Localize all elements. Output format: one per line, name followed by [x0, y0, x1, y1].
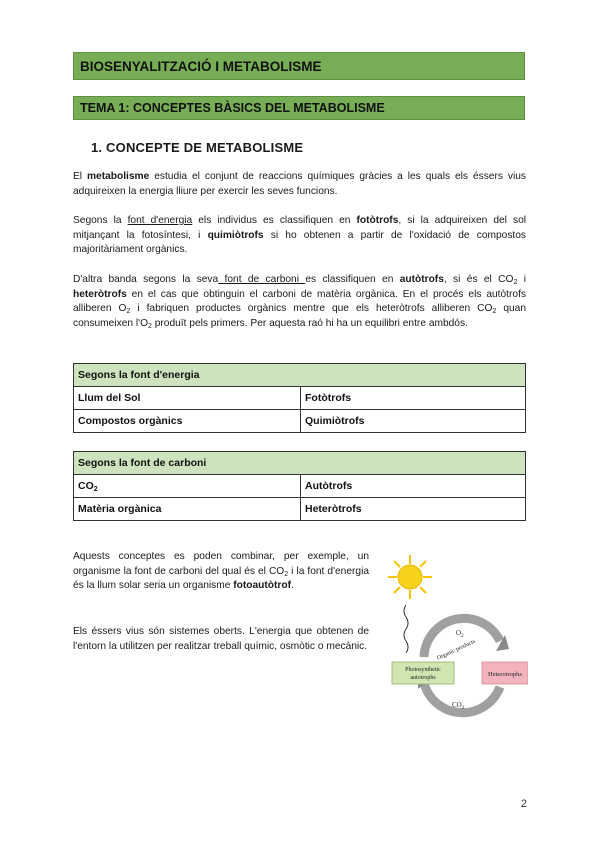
table-cell: Heteròtrofs — [301, 498, 526, 521]
document-title: BIOSENYALITZACIÓ I METABOLISME — [73, 52, 525, 80]
table-cell: Compostos orgànics — [74, 410, 301, 433]
topic-title: TEMA 1: CONCEPTES BÀSICS DEL METABOLISME — [73, 96, 525, 120]
page-number: 2 — [520, 798, 527, 810]
heterotrophs-label: Heterotrophs — [488, 671, 522, 678]
table-cell: Fotòtrofs — [301, 387, 526, 410]
energy-source-table — [73, 363, 526, 433]
co2-label: $CO_2$ — [452, 701, 465, 711]
table-cell: $CO_2$ — [74, 475, 301, 498]
table-cell: Autòtrofs — [301, 475, 526, 498]
paragraph-metabolism: El metabolisme estudia el conjunt de reaccions químiques gràcies a les quals els éssers vius adquireixen la energia lliure per exercir les seves funcions. — [73, 171, 527, 197]
table-header: Segons la font d'energia — [74, 364, 526, 387]
table-header: Segons la font de carboni — [74, 452, 526, 475]
paragraph-combination: Aquests conceptes es poden combinar, per exemple, un organisme la font de carboni del qual és el $CO_2$ i la font d'energia és la llum solar seria un organisme fotoautòtrof. — [73, 551, 369, 591]
table-row — [74, 475, 526, 498]
table-cell: Matèria orgànica — [74, 498, 301, 521]
sun-icon — [388, 555, 432, 599]
paragraph-open-systems: Els éssers vius són sistemes oberts. L'energia que obtenen de l'entorn la utilitzen per realitzar treball químic, osmòtic o mecànic. — [73, 626, 369, 652]
o2-label: $O_2$ — [456, 629, 464, 639]
section-heading: 1. CONCEPTE DE METABOLISME — [91, 140, 304, 155]
organic-products-label: Organic products — [436, 638, 477, 662]
table-row — [74, 498, 526, 521]
table-cell: Llum del Sol — [74, 387, 301, 410]
paragraph-energy-source: Segons la font d'energia els individus es classifiquen en fotòtrofs, si la adquireixen del sol mitjançant la fotosíntesi, i quimiòtrofs si ho obtenen a partir de l'oxidació de compostos majoritàriament orgànics. — [73, 215, 526, 255]
carbon-source-table — [73, 451, 526, 521]
autotrophs-label: Photosynthetic — [405, 667, 441, 673]
light-ray-icon — [404, 605, 408, 653]
autotrophs-label-2: autotrophs — [410, 675, 436, 681]
table-row — [74, 410, 526, 433]
metabolism-cycle-figure — [388, 555, 528, 725]
table-cell: Quimiòtrofs — [301, 410, 526, 433]
paragraph-carbon-source: D'altra banda segons la seva font de carboni es classifiquen en autòtrofs, si és el $CO_2$ i heteròtrofs en el cas que obtinguin el carboni de matèria orgànica. En el procés els autòtrofs alliberen $O_2$ i fabriquen productes orgànics mentre que els heteròtrofs alliberen $CO_2$ quan consumeixen $l'O_2$ produït pels primers. Per aquesta raó hi ha un equilibri entre ambdós. — [73, 274, 526, 330]
table-row — [74, 387, 526, 410]
